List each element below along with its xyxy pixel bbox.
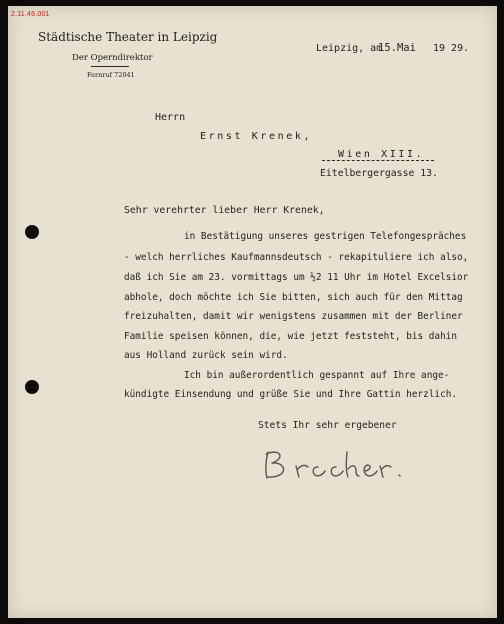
recipient-name: Ernst Krenek, <box>200 131 313 142</box>
body-line: in Bestätigung unseres gestrigen Telefongespräches <box>184 231 467 242</box>
address-salutation: Herrn <box>155 112 186 123</box>
city-underline <box>322 160 434 161</box>
punch-hole-top <box>25 225 39 239</box>
date-day-month: 15.Mai <box>378 42 416 54</box>
date-year: 19 29. <box>433 43 470 54</box>
letter-closing: Stets Ihr sehr ergebener <box>258 420 397 431</box>
recipient-street: Eitelbergergasse 13. <box>320 168 438 179</box>
body-line: freizuhalten, damit wir wenigstens zusammen mit der Berliner <box>124 311 463 322</box>
letter-greeting: Sehr verehrter lieber Herr Krenek, <box>124 205 325 216</box>
letterhead-phone: Fernruf 72041 <box>87 71 135 79</box>
letterhead-name: Städtische Theater in Leipzig <box>38 30 218 44</box>
body-line: kündigte Einsendung und grüße Sie und Ihre Gattin herzlich. <box>124 389 458 400</box>
body-line: Ich bin außerordentlich gespannt auf Ihre ange- <box>184 370 450 381</box>
body-line: Familie speisen können, die, wie jetzt feststeht, bis dahin <box>124 331 458 342</box>
letterhead-title: Der Operndirektor <box>72 53 153 63</box>
body-line: daß ich Sie am 23. vormittags um ½2 11 Uhr im Hotel Excelsior <box>124 272 469 283</box>
recipient-city: Wien XIII. <box>338 149 425 160</box>
archive-stamp: 2.11.46.001 <box>11 11 50 18</box>
body-line: abhole, doch möchte ich Sie bitten, sich auch für den Mittag <box>124 292 463 303</box>
punch-hole-bottom <box>25 380 39 394</box>
date-place: Leipzig, am <box>316 43 383 54</box>
signature <box>258 446 408 486</box>
letterhead-rule <box>91 66 129 67</box>
body-line: aus Holland zurück sein wird. <box>124 350 288 361</box>
body-line: - welch herrliches Kaufmannsdeutsch - rekapituliere ich also, <box>124 252 469 263</box>
